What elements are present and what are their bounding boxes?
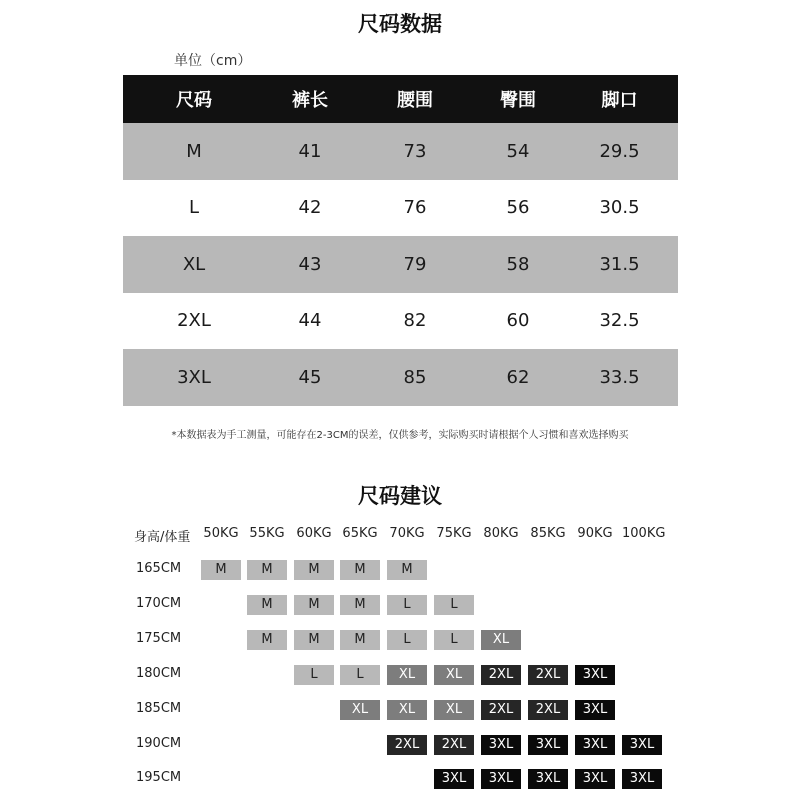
size-cell: XL xyxy=(387,700,427,720)
size-cell: 2XL xyxy=(481,700,521,720)
weight-header: 60KG xyxy=(296,526,332,541)
size-cell: 3XL xyxy=(622,735,662,755)
size-cell: 3XL xyxy=(528,735,568,755)
table-cell: 29.5 xyxy=(599,140,640,162)
table-cell: 33.5 xyxy=(599,366,640,388)
weight-header: 80KG xyxy=(483,526,519,541)
size-cell: 2XL xyxy=(434,735,474,755)
size-cell: 2XL xyxy=(481,665,521,685)
table-cell: 79 xyxy=(403,253,427,275)
table-cell: 73 xyxy=(403,140,427,162)
height-label: 190CM xyxy=(136,736,182,751)
table-cell: 30.5 xyxy=(599,197,640,219)
height-label: 175CM xyxy=(136,631,182,646)
table-row xyxy=(123,123,678,180)
size-cell: 3XL xyxy=(575,769,615,789)
size-cell: M xyxy=(247,560,287,580)
table-cell: 43 xyxy=(298,253,322,275)
table-row xyxy=(123,180,678,237)
height-label: 165CM xyxy=(136,561,182,576)
table-row xyxy=(123,293,678,350)
size-cell: 3XL xyxy=(434,769,474,789)
size-data-title: 尺码数据 xyxy=(358,12,442,36)
size-recommendation-grid xyxy=(0,518,800,800)
measurement-note: *本数据表为手工测量，可能存在2-3CM的误差，仅供参考，实际购买时请根据个人习惯和喜欢选择购买 xyxy=(171,430,629,441)
size-cell: 3XL xyxy=(575,735,615,755)
size-cell: M xyxy=(294,630,334,650)
table-cell: L xyxy=(188,197,200,219)
height-label: 195CM xyxy=(136,770,182,785)
header-pants-length: 裤长 xyxy=(292,90,328,111)
size-cell: 3XL xyxy=(622,769,662,789)
size-cell: M xyxy=(387,560,427,580)
size-cell: M xyxy=(201,560,241,580)
size-cell: L xyxy=(294,665,334,685)
size-cell: 3XL xyxy=(528,769,568,789)
size-cell: L xyxy=(387,630,427,650)
table-cell: 44 xyxy=(298,310,322,332)
table-cell: 58 xyxy=(506,253,530,275)
size-cell: 3XL xyxy=(481,769,521,789)
size-cell: 2XL xyxy=(528,700,568,720)
unit-label: 单位（cm） xyxy=(174,53,252,69)
table-cell: XL xyxy=(182,253,206,275)
table-cell: 76 xyxy=(403,197,427,219)
table-cell: 41 xyxy=(298,140,322,162)
size-cell: 3XL xyxy=(575,665,615,685)
size-cell: L xyxy=(387,595,427,615)
height-label: 180CM xyxy=(136,666,182,681)
height-label: 185CM xyxy=(136,701,182,716)
header-hip: 臀围 xyxy=(500,90,536,111)
size-cell: 3XL xyxy=(575,700,615,720)
table-cell: 32.5 xyxy=(599,310,640,332)
size-cell: XL xyxy=(434,700,474,720)
table-cell: 3XL xyxy=(177,366,211,388)
table-cell: 85 xyxy=(403,366,427,388)
size-cell: M xyxy=(247,595,287,615)
header-waist: 腰围 xyxy=(397,90,433,111)
header-leg-opening: 脚口 xyxy=(601,90,638,111)
table-cell: 82 xyxy=(403,310,427,332)
size-cell: M xyxy=(340,630,380,650)
size-cell: M xyxy=(340,560,380,580)
size-cell: L xyxy=(434,630,474,650)
size-recommendation-title: 尺码建议 xyxy=(358,484,442,508)
table-cell: 45 xyxy=(298,366,322,388)
table-cell: 54 xyxy=(506,140,530,162)
height-label: 170CM xyxy=(136,596,182,611)
size-cell: M xyxy=(247,630,287,650)
table-cell: 42 xyxy=(298,197,322,219)
size-cell: M xyxy=(340,595,380,615)
table-header-row xyxy=(123,75,678,123)
table-row xyxy=(123,349,678,406)
weight-header: 85KG xyxy=(530,526,566,541)
size-data-table xyxy=(123,75,678,406)
size-cell: 3XL xyxy=(481,735,521,755)
size-cell: 2XL xyxy=(387,735,427,755)
weight-header: 70KG xyxy=(389,526,425,541)
header-size: 尺码 xyxy=(176,90,212,111)
table-cell: M xyxy=(186,140,202,162)
table-cell: 62 xyxy=(506,366,530,388)
weight-header: 100KG xyxy=(622,526,666,541)
size-cell: XL xyxy=(340,700,380,720)
weight-header: 55KG xyxy=(249,526,285,541)
table-cell: 60 xyxy=(506,310,530,332)
size-cell: L xyxy=(340,665,380,685)
size-cell: 2XL xyxy=(528,665,568,685)
weight-header: 65KG xyxy=(342,526,378,541)
weight-header: 50KG xyxy=(203,526,239,541)
table-row xyxy=(123,236,678,293)
table-cell: 31.5 xyxy=(599,253,640,275)
size-cell: XL xyxy=(387,665,427,685)
weight-header: 75KG xyxy=(436,526,472,541)
table-cell: 56 xyxy=(506,197,530,219)
size-cell: L xyxy=(434,595,474,615)
size-cell: M xyxy=(294,560,334,580)
height-weight-label: 身高/体重 xyxy=(134,530,191,545)
table-cell: 2XL xyxy=(177,310,211,332)
weight-header: 90KG xyxy=(577,526,613,541)
size-cell: XL xyxy=(481,630,521,650)
size-cell: XL xyxy=(434,665,474,685)
size-cell: M xyxy=(294,595,334,615)
